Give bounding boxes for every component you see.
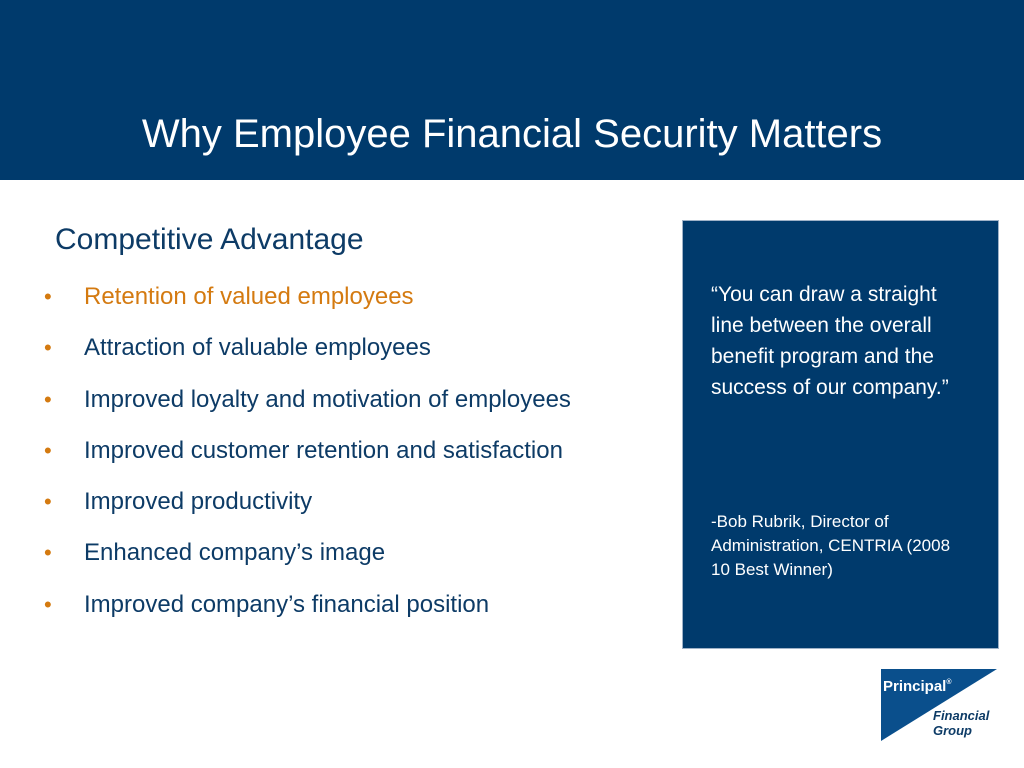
principal-financial-group-logo: [881, 669, 997, 741]
bullet-dot-icon: •: [44, 284, 52, 309]
bullet-dot-icon: •: [44, 386, 52, 412]
quote-box: [682, 220, 999, 649]
bullet-text: Enhanced company’s image: [84, 539, 386, 567]
bullet-dot-icon: •: [44, 540, 52, 566]
bullet-text: Retention of valued employees: [84, 283, 414, 310]
bullet-text: Attraction of valuable employees: [84, 334, 431, 362]
bullet-item: [40, 331, 571, 382]
quote-text: “You can draw a straight line between the overall benefit program and the success of our company.”: [711, 283, 949, 399]
bullet-item: [40, 485, 571, 536]
quote-attribution: -Bob Rubrik, Director of Administration, CENTRIA (2008 10 Best Winner): [711, 512, 951, 579]
bullet-text: Improved customer retention and satisfaction: [84, 436, 563, 464]
bullet-dot-icon: •: [44, 489, 52, 515]
slide-title: Why Employee Financial Security Matters: [141, 112, 883, 156]
bullet-dot-icon: •: [44, 335, 52, 361]
bullet-dot-icon: •: [44, 591, 52, 617]
bullet-item: [40, 280, 571, 331]
bullet-text: Improved loyalty and motivation of employees: [84, 385, 571, 413]
bullet-dot-icon: •: [44, 437, 52, 463]
bullet-text: Improved company’s financial position: [84, 590, 490, 618]
bullet-item: [40, 588, 571, 639]
bullet-item: [40, 434, 571, 485]
section-heading: Competitive Advantage: [55, 223, 364, 256]
bullet-list: [40, 280, 571, 639]
bullet-item: [40, 536, 571, 587]
logo-group-text: Group: [933, 723, 972, 738]
logo-financial-text: Financial: [933, 708, 990, 723]
bullet-item: [40, 383, 571, 434]
logo-principal-text: Principal®: [883, 678, 952, 695]
bullet-text: Improved productivity: [84, 488, 313, 516]
